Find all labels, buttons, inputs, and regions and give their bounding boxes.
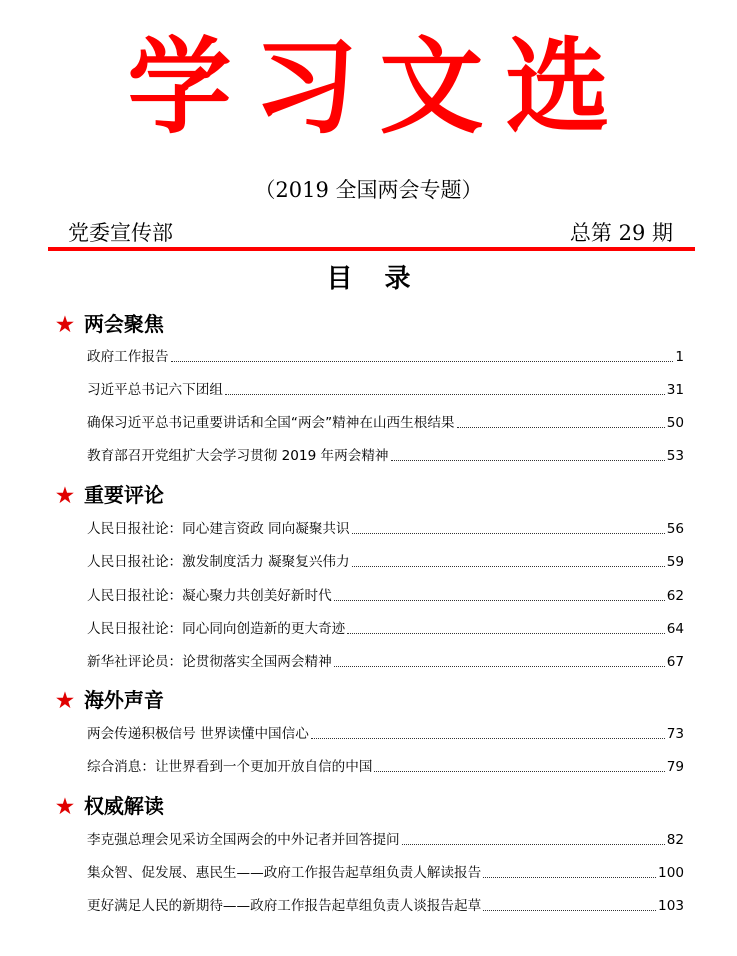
- masthead-title: 学习文选: [127, 25, 632, 148]
- leader-dots: [402, 844, 665, 845]
- section-title: 海外声音: [83, 688, 164, 712]
- entry-page: 64: [666, 621, 684, 637]
- star-icon: ★: [56, 312, 74, 336]
- section-title: 两会聚焦: [83, 312, 164, 336]
- entry-page: 79: [666, 759, 684, 775]
- entry-title: 政府工作报告: [87, 349, 169, 365]
- toc-entry[interactable]: [87, 584, 684, 606]
- header-divider: [48, 247, 695, 251]
- entry-title: 教育部召开党组扩大会学习贯彻 2019 年两会精神: [87, 448, 389, 464]
- entry-title: 人民日报社论：凝心聚力共创美好新时代: [87, 588, 332, 604]
- entry-title: 人民日报社论：激发制度活力 凝聚复兴伟力: [87, 554, 350, 570]
- toc-entry[interactable]: [87, 828, 684, 850]
- section-title: 重要评论: [83, 483, 164, 507]
- section-heading: [56, 687, 164, 713]
- leader-dots: [352, 533, 665, 534]
- leader-dots: [374, 771, 664, 772]
- toc-entry[interactable]: [87, 550, 684, 572]
- toc-entry[interactable]: [87, 345, 684, 367]
- entry-title: 两会传递积极信号 世界读懂中国信心: [87, 726, 309, 742]
- entry-title: 综合消息：让世界看到一个更加开放自信的中国: [87, 759, 373, 775]
- leader-dots: [391, 460, 665, 461]
- leader-dots: [225, 394, 665, 395]
- subtitle: （2019 全国两会专题）: [254, 178, 483, 202]
- leader-dots: [352, 566, 665, 567]
- leader-dots: [347, 633, 664, 634]
- toc-entry[interactable]: [87, 722, 684, 744]
- leader-dots: [334, 666, 665, 667]
- entry-title: 集众智、促发展、惠民生——政府工作报告起草组负责人解读报告: [87, 865, 482, 881]
- toc-entry[interactable]: [87, 517, 684, 539]
- toc-entry[interactable]: [87, 378, 684, 400]
- entry-title: 人民日报社论：同心同向创造新的更大奇迹: [87, 621, 346, 637]
- toc-entry[interactable]: [87, 444, 684, 466]
- leader-dots: [483, 910, 656, 911]
- toc-entry[interactable]: [87, 411, 684, 433]
- entry-page: 62: [666, 588, 684, 604]
- entry-title: 确保习近平总书记重要讲话和全国“两会”精神在山西生根结果: [87, 415, 455, 431]
- entry-page: 67: [666, 654, 684, 670]
- department-label: 党委宣传部: [68, 221, 173, 245]
- entry-title: 更好满足人民的新期待——政府工作报告起草组负责人谈报告起草: [87, 898, 482, 914]
- leader-dots: [311, 738, 665, 739]
- toc-entry[interactable]: [87, 755, 684, 777]
- toc-entry[interactable]: [87, 650, 684, 672]
- entry-title: 李克强总理会见采访全国两会的中外记者并回答提问: [87, 832, 400, 848]
- toc-title: 目录: [326, 264, 443, 294]
- entry-page: 82: [666, 832, 684, 848]
- star-icon: ★: [56, 483, 74, 507]
- entry-page: 100: [658, 865, 684, 881]
- star-icon: ★: [56, 794, 74, 818]
- entry-title: 人民日报社论：同心建言资政 同向凝聚共识: [87, 521, 350, 537]
- entry-page: 50: [666, 415, 684, 431]
- entry-page: 73: [666, 726, 684, 742]
- section-heading: [56, 311, 164, 337]
- leader-dots: [457, 427, 665, 428]
- leader-dots: [171, 361, 674, 362]
- entry-page: 53: [666, 448, 684, 464]
- toc-entry[interactable]: [87, 617, 684, 639]
- section-heading: [56, 793, 164, 819]
- section-title: 权威解读: [83, 794, 164, 818]
- entry-page: 31: [666, 382, 684, 398]
- section-heading: [56, 482, 164, 508]
- leader-dots: [334, 600, 665, 601]
- entry-page: 59: [666, 554, 684, 570]
- entry-page: 103: [658, 898, 684, 914]
- entry-title: 新华社评论员：论贯彻落实全国两会精神: [87, 654, 332, 670]
- leader-dots: [483, 877, 656, 878]
- entry-page: 56: [666, 521, 684, 537]
- entry-page: 1: [675, 349, 684, 365]
- issue-number: 总第 29 期: [569, 221, 673, 245]
- star-icon: ★: [56, 688, 74, 712]
- toc-entry[interactable]: [87, 894, 684, 916]
- toc-entry[interactable]: [87, 861, 684, 883]
- entry-title: 习近平总书记六下团组: [87, 382, 223, 398]
